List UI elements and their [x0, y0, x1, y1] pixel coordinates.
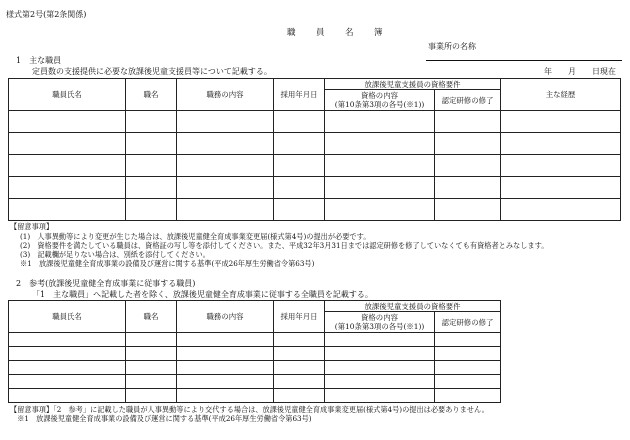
- cell[interactable]: [325, 389, 435, 403]
- table-row: [9, 111, 621, 133]
- cell[interactable]: [435, 111, 501, 133]
- col-header-qualification-content: [325, 312, 435, 333]
- cell[interactable]: [501, 199, 621, 221]
- cell[interactable]: [501, 133, 621, 155]
- office-name-label: 事業所の名称: [428, 42, 476, 51]
- cell[interactable]: [126, 389, 177, 403]
- cell[interactable]: [501, 177, 621, 199]
- cell[interactable]: [126, 333, 177, 347]
- cell[interactable]: [435, 177, 501, 199]
- cell[interactable]: [325, 155, 435, 177]
- col-header-hire-date: 採用年月日: [274, 79, 325, 111]
- cell[interactable]: [435, 199, 501, 221]
- cell[interactable]: [9, 199, 126, 221]
- section1-intro: 定員数の支援提供に必要な放課後児童支援員等について記載する。: [32, 67, 272, 76]
- cell[interactable]: [126, 155, 177, 177]
- cell[interactable]: [325, 133, 435, 155]
- cell[interactable]: [325, 375, 435, 389]
- cell[interactable]: [435, 155, 501, 177]
- table-row: [9, 133, 621, 155]
- cell[interactable]: [177, 199, 274, 221]
- cell[interactable]: [435, 347, 501, 361]
- table-row: [9, 347, 501, 361]
- cell[interactable]: [126, 177, 177, 199]
- cell[interactable]: [9, 333, 126, 347]
- cell[interactable]: [177, 333, 274, 347]
- cell[interactable]: [9, 361, 126, 375]
- cell[interactable]: [177, 375, 274, 389]
- reference-staff-table: [8, 300, 501, 403]
- cell[interactable]: [274, 199, 325, 221]
- col-header-qualification-group: 放課後児童支援員の資格要件: [325, 301, 501, 312]
- cell[interactable]: [325, 347, 435, 361]
- col-header-training: 認定研修の修了: [435, 312, 501, 333]
- col-header-career: 主な経歴: [501, 79, 621, 111]
- cell[interactable]: [501, 155, 621, 177]
- cell[interactable]: [435, 389, 501, 403]
- col-header-name: 職員氏名: [9, 79, 126, 111]
- date-label: 年 月 日現在: [544, 67, 616, 76]
- cell[interactable]: [9, 133, 126, 155]
- page-title: 職 員 名 簿: [287, 28, 389, 38]
- cell[interactable]: [325, 177, 435, 199]
- note-item: (2) 資格要件を満たしている職員は、資格証の写し等を添付してください。また、平成32年3月31日までは認定研修を修了していなくても有資格者とみなします。: [20, 241, 549, 250]
- form-number: 様式第2号(第2条関係): [6, 10, 87, 19]
- cell[interactable]: [274, 347, 325, 361]
- cell[interactable]: [274, 177, 325, 199]
- col-header-name: 職員氏名: [9, 301, 126, 333]
- cell[interactable]: [9, 389, 126, 403]
- cell[interactable]: [126, 111, 177, 133]
- cell[interactable]: [126, 199, 177, 221]
- cell[interactable]: [126, 133, 177, 155]
- cell[interactable]: [177, 361, 274, 375]
- cell[interactable]: [177, 133, 274, 155]
- col-header-position: 職名: [126, 301, 177, 333]
- qualification-item-label: (第10条第3項の各号(※1)): [334, 322, 425, 331]
- col-header-hire-date: 採用年月日: [274, 301, 325, 333]
- cell[interactable]: [177, 347, 274, 361]
- cell[interactable]: [126, 375, 177, 389]
- note-item: (1) 人事異動等により変更が生じた場合は、放課後児童健全育成事業変更届(様式第4号)の提出が必要です。: [20, 232, 371, 241]
- cell[interactable]: [177, 389, 274, 403]
- qualification-content-label: 資格の内容: [361, 313, 398, 322]
- cell[interactable]: [9, 111, 126, 133]
- cell[interactable]: [274, 333, 325, 347]
- section2-note: 【留意事項】「2 参考」に記載した職員が人事異動等により交代する場合は、放課後児童健全育成事業変更届(様式第4号)の提出は必要ありません。: [10, 405, 489, 414]
- table-row: [9, 361, 501, 375]
- cell[interactable]: [274, 133, 325, 155]
- col-header-position: 職名: [126, 79, 177, 111]
- office-name-underline: [426, 60, 622, 61]
- table-row: [9, 333, 501, 347]
- col-header-duties: 職務の内容: [177, 301, 274, 333]
- cell[interactable]: [177, 111, 274, 133]
- col-header-qualification-group: 放課後児童支援員の資格要件: [325, 79, 501, 90]
- cell[interactable]: [501, 111, 621, 133]
- section1-heading: 1 主な職員: [16, 56, 62, 65]
- cell[interactable]: [325, 333, 435, 347]
- col-header-duties: 職務の内容: [177, 79, 274, 111]
- cell[interactable]: [126, 361, 177, 375]
- notes-title: 【留意事項】: [10, 222, 54, 231]
- main-staff-table: [8, 78, 621, 221]
- qualification-item-label: (第10条第3項の各号(※1)): [334, 100, 425, 109]
- cell[interactable]: [9, 177, 126, 199]
- cell[interactable]: [9, 347, 126, 361]
- cell[interactable]: [325, 199, 435, 221]
- qualification-content-label: 資格の内容: [361, 91, 398, 100]
- cell[interactable]: [274, 361, 325, 375]
- section2-heading: 2 参考(放課後児童健全育成事業に従事する職員): [16, 279, 196, 288]
- table-row: [9, 155, 621, 177]
- cell[interactable]: [435, 133, 501, 155]
- cell[interactable]: [126, 347, 177, 361]
- col-header-qualification-content: [325, 90, 435, 111]
- table-row: [9, 375, 501, 389]
- table-row: [9, 199, 621, 221]
- cell[interactable]: [9, 375, 126, 389]
- note-item: ※1 放課後児童健全育成事業の設備及び運営に関する基準(平成26年厚生労働省令第63号): [20, 259, 315, 268]
- cell[interactable]: [435, 375, 501, 389]
- note-item: (3) 記載欄が足りない場合は、別紙を添付してください。: [20, 250, 210, 259]
- col-header-training: 認定研修の修了: [435, 90, 501, 111]
- cell[interactable]: [177, 155, 274, 177]
- cell[interactable]: [274, 389, 325, 403]
- section2-intro: 「1 主な職員」へ記載した者を除く、放課後児童健全育成事業に従事する全職員を記載する。: [32, 290, 373, 299]
- cell[interactable]: [274, 155, 325, 177]
- cell[interactable]: [177, 177, 274, 199]
- cell[interactable]: [325, 361, 435, 375]
- cell[interactable]: [9, 155, 126, 177]
- cell[interactable]: [435, 333, 501, 347]
- cell[interactable]: [435, 361, 501, 375]
- cell[interactable]: [274, 375, 325, 389]
- cell[interactable]: [274, 111, 325, 133]
- table-row: [9, 177, 621, 199]
- table-row: [9, 389, 501, 403]
- cell[interactable]: [325, 111, 435, 133]
- section2-note: ※1 放課後児童健全育成事業の設備及び運営に関する基準(平成26年厚生労働省令第63号): [10, 414, 312, 423]
